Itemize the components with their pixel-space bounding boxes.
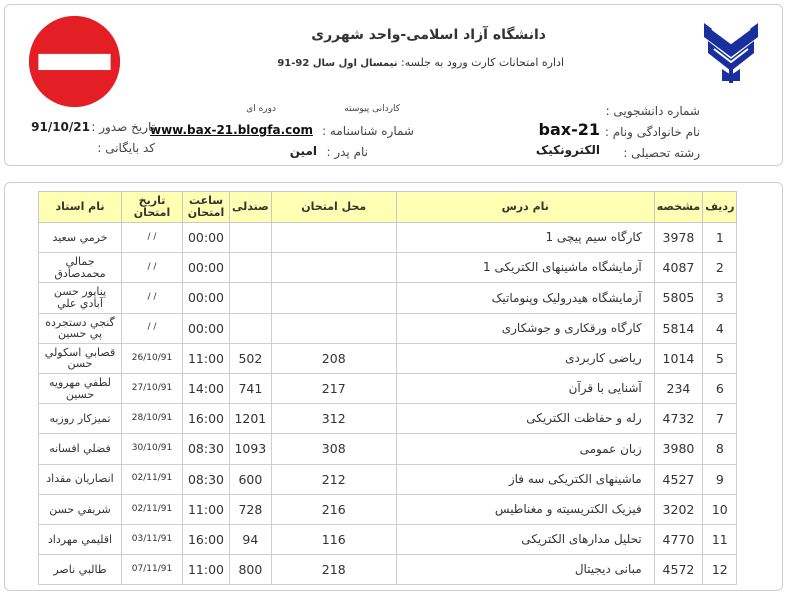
issue-date-label: تاریخ صدور : (91, 120, 155, 134)
professor-cell: اقليمي مهرداد (39, 524, 122, 554)
exam-time-cell: 00:00 (183, 253, 230, 283)
exam-room-cell: 212 (271, 464, 396, 494)
professor-cell: شريفي حسن (39, 494, 122, 524)
exam-date-cell: / / (122, 313, 183, 343)
exam-date-cell: 07/11/91 (122, 555, 183, 585)
father-value: امین (289, 144, 317, 158)
table-row (39, 404, 737, 434)
col-header-room: محل امتحان (271, 192, 396, 223)
row-number-cell: 9 (703, 464, 737, 494)
exam-room-cell (271, 283, 396, 313)
exam-room-cell: 116 (271, 524, 396, 554)
exam-room-cell (271, 223, 396, 253)
course-code-cell: 4572 (654, 555, 702, 585)
table-header-row (39, 192, 737, 223)
course-name-cell: زبان عمومی (396, 434, 654, 464)
row-number-cell: 6 (703, 373, 737, 403)
seat-cell (230, 283, 272, 313)
exam-table-body (39, 223, 737, 585)
course-code-cell: 5805 (654, 283, 702, 313)
course-code-cell: 4732 (654, 404, 702, 434)
course-name-cell: تحلیل مدارهای الکتریکی (396, 524, 654, 554)
table-row (39, 464, 737, 494)
exam-date-cell: 02/11/91 (122, 494, 183, 524)
exam-date-cell: 02/11/91 (122, 464, 183, 494)
semester-label: نیمسال اول سال 92-91 (277, 58, 398, 69)
row-number-cell: 5 (703, 343, 737, 373)
course-code-cell: 3978 (654, 223, 702, 253)
exam-room-cell: 218 (271, 555, 396, 585)
exam-date-cell: / / (122, 223, 183, 253)
card-subtitle (277, 56, 564, 69)
seat-cell (230, 313, 272, 343)
professor-cell: لطفي مهرويه حسين (39, 373, 122, 403)
major-value: الکترونکیک (535, 143, 600, 157)
exam-time-cell: 16:00 (183, 524, 230, 554)
exam-time-cell: 08:30 (183, 464, 230, 494)
exam-room-cell (271, 313, 396, 343)
table-row (39, 434, 737, 464)
exam-time-cell: 11:00 (183, 555, 230, 585)
course-code-cell: 4770 (654, 524, 702, 554)
table-row (39, 253, 737, 283)
course-name-cell: آشنایی با قرآن (396, 373, 654, 403)
exam-room-cell: 208 (271, 343, 396, 373)
exam-time-cell: 11:00 (183, 494, 230, 524)
row-number-cell: 4 (703, 313, 737, 343)
row-number-cell: 10 (703, 494, 737, 524)
seat-cell: 728 (230, 494, 272, 524)
subtitle-prefix: اداره امتحانات کارت ورود به جلسه: (401, 56, 564, 69)
exam-time-cell: 16:00 (183, 404, 230, 434)
professor-cell: جمالي محمدصادق (39, 253, 122, 283)
course-code-cell: 234 (654, 373, 702, 403)
course-name-cell: آزمایشگاه ماشینهای الکتریکی 1 (396, 253, 654, 283)
table-row (39, 373, 737, 403)
exam-time-cell: 11:00 (183, 343, 230, 373)
col-header-code: مشخصه (654, 192, 702, 223)
seat-cell: 800 (230, 555, 272, 585)
header-card (4, 4, 783, 166)
exam-time-cell: 14:00 (183, 373, 230, 403)
exam-room-cell: 217 (271, 373, 396, 403)
major-label: رشته تحصیلی : (623, 146, 700, 160)
professor-cell: فضلي افسانه (39, 434, 122, 464)
exam-room-cell: 312 (271, 404, 396, 434)
period-label: دوره ای (246, 104, 276, 114)
professor-cell: قصابي اسكولي حسن (39, 343, 122, 373)
no-entry-icon (27, 14, 122, 109)
table-card (4, 182, 783, 591)
professor-cell: پناپور حسن آبادي علي (39, 283, 122, 313)
table-row (39, 555, 737, 585)
seat-cell (230, 253, 272, 283)
exam-date-cell: / / (122, 253, 183, 283)
seat-cell: 741 (230, 373, 272, 403)
professor-cell: انصاريان مقداد (39, 464, 122, 494)
row-number-cell: 11 (703, 524, 737, 554)
professor-cell: تميزكار روزبه (39, 404, 122, 434)
row-number-cell: 7 (703, 404, 737, 434)
course-code-cell: 3980 (654, 434, 702, 464)
row-number-cell: 12 (703, 555, 737, 585)
row-number-cell: 3 (703, 283, 737, 313)
exam-time-cell: 08:30 (183, 434, 230, 464)
level-label: کاردانی پیوسته (344, 104, 400, 114)
exam-time-cell: 00:00 (183, 283, 230, 313)
table-row (39, 223, 737, 253)
col-header-professor: نام استاد (39, 192, 122, 223)
course-code-cell: 4087 (654, 253, 702, 283)
exam-room-cell: 216 (271, 494, 396, 524)
seat-cell: 600 (230, 464, 272, 494)
father-label: نام پدر : (326, 145, 368, 159)
course-name-cell: آزمایشگاه هیدرولیک وپنوماتیک (396, 283, 654, 313)
col-header-time: ساعت امتحان (183, 192, 230, 223)
exam-date-cell: / / (122, 283, 183, 313)
exam-room-cell (271, 253, 396, 283)
id-label: شماره شناسنامه : (322, 124, 414, 138)
exam-date-cell: 30/10/91 (122, 434, 183, 464)
seat-cell: 1093 (230, 434, 272, 464)
row-number-cell: 2 (703, 253, 737, 283)
course-name-cell: ریاضی کاربردی (396, 343, 654, 373)
seat-cell: 94 (230, 524, 272, 554)
course-code-cell: 3202 (654, 494, 702, 524)
course-name-cell: کارگاه سیم پیچی 1 (396, 223, 654, 253)
exam-date-cell: 26/10/91 (122, 343, 183, 373)
course-code-cell: 1014 (654, 343, 702, 373)
exam-date-cell: 27/10/91 (122, 373, 183, 403)
course-name-cell: ماشینهای الکتریکی سه فاز (396, 464, 654, 494)
university-logo-icon (698, 19, 764, 85)
course-code-cell: 4527 (654, 464, 702, 494)
name-label: نام خانوادگی ونام : (604, 125, 700, 139)
course-name-cell: مبانی دیجیتال (396, 555, 654, 585)
exam-time-cell: 00:00 (183, 313, 230, 343)
table-row (39, 494, 737, 524)
exam-time-cell: 00:00 (183, 223, 230, 253)
professor-cell: طالبي ناصر (39, 555, 122, 585)
seat-cell (230, 223, 272, 253)
col-header-course: نام درس (396, 192, 654, 223)
col-header-row: ردیف (703, 192, 737, 223)
row-number-cell: 1 (703, 223, 737, 253)
course-name-cell: رله و حفاظت الکتریکی (396, 404, 654, 434)
exam-table (38, 191, 737, 585)
table-row (39, 283, 737, 313)
archive-code-label: کد بایگانی : (97, 141, 155, 155)
col-header-seat: صندلی (230, 192, 272, 223)
exam-date-cell: 03/11/91 (122, 524, 183, 554)
seat-cell: 1201 (230, 404, 272, 434)
exam-room-cell: 308 (271, 434, 396, 464)
exam-date-cell: 28/10/91 (122, 404, 183, 434)
table-row (39, 343, 737, 373)
professor-cell: گنجي دستجرده پي حسين (39, 313, 122, 343)
student-number-label: شماره دانشجویی : (605, 104, 700, 118)
course-code-cell: 5814 (654, 313, 702, 343)
professor-cell: خرمي سعيد (39, 223, 122, 253)
table-row (39, 313, 737, 343)
issue-date-value: 91/10/21 (31, 120, 90, 134)
table-row (39, 524, 737, 554)
course-name-cell: کارگاه ورقکاری و جوشکاری (396, 313, 654, 343)
university-title: دانشگاه آزاد اسلامی-واحد شهرری (311, 27, 546, 43)
course-name-cell: فیزیک الکتریسیته و مغناطیس (396, 494, 654, 524)
id-value-link[interactable]: www.bax-21.blogfa.com (150, 123, 313, 137)
row-number-cell: 8 (703, 434, 737, 464)
seat-cell: 502 (230, 343, 272, 373)
student-name: bax-21 (538, 120, 600, 139)
col-header-date: تاریخ امتحان (122, 192, 183, 223)
